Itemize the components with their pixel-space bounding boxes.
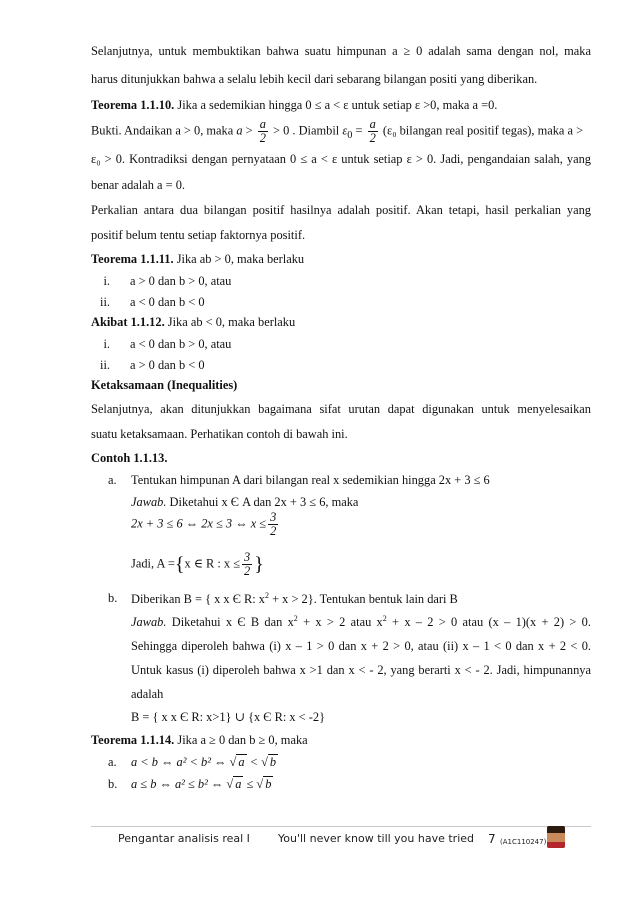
result-text: Jadi, A = bbox=[131, 556, 175, 571]
theorem-text: Jika a ≥ 0 dan b ≥ 0, maka bbox=[174, 733, 308, 747]
paragraph-line: Selanjutnya, untuk membuktikan bahwa suatu himpunan a ≥ 0 adalah sama dengan nol, maka bbox=[91, 44, 591, 58]
example-title: Contoh 1.1.13. bbox=[91, 451, 168, 465]
list-number: i. bbox=[103, 274, 110, 288]
jawab-label: Jawab. bbox=[131, 615, 167, 630]
theorem-text: Jika ab > 0, maka berlaku bbox=[173, 252, 305, 266]
list-text: a < 0 dan b < 0 bbox=[130, 295, 205, 309]
footer-rule bbox=[91, 826, 591, 827]
list-text: a > 0 dan b < 0 bbox=[130, 358, 205, 372]
list-text: a < 0 dan b > 0, atau bbox=[130, 337, 232, 351]
example-b bbox=[108, 591, 608, 607]
paragraph-line: positif belum tentu setiap faktornya positif. bbox=[91, 228, 306, 242]
section-title: Ketaksamaan (Inequalities) bbox=[91, 378, 238, 392]
author-photo-icon bbox=[547, 826, 565, 848]
superscript: 2 bbox=[265, 591, 269, 600]
example-a bbox=[108, 474, 608, 486]
paragraph-line: Selanjutnya, akan ditunjukkan bagaimana sifat urutan dapat digunakan untuk menyelesaikan bbox=[91, 402, 591, 416]
theorem-1-1-11 bbox=[91, 253, 591, 265]
paragraph-line: Perkalian antara dua bilangan positif hasilnya adalah positif. Akan tetapi, hasil perkalian yang bbox=[91, 203, 591, 217]
proof-text: (ε₀ bilangan real positif tegas), maka a > bbox=[379, 123, 584, 138]
fraction: $\frac{a}{2}$ bbox=[369, 117, 376, 146]
corollary-title: Akibat 1.1.12. bbox=[91, 315, 165, 329]
example-a-result: Jadi, A ={x ∈ R : x ≤ $\frac{3}{2}$ } bbox=[131, 550, 264, 579]
item-label: a. bbox=[108, 755, 117, 769]
theorem-text: Jika a sedemikian hingga 0 ≤ a < ε untuk setiap ε >0, maka a =0. bbox=[174, 98, 498, 112]
page-number: 7 bbox=[488, 832, 496, 846]
jawab-label: Jawab. bbox=[131, 495, 167, 509]
list-number: i. bbox=[103, 337, 110, 351]
theorem-title: Teorema 1.1.11. bbox=[91, 252, 174, 266]
theorem-item-a: a. a < b ⇔ a² < b² ⇔ √ a < √ b bbox=[108, 755, 277, 769]
footer-middle: You'll never know till you have tried bbox=[278, 832, 475, 845]
example-a-answer bbox=[131, 496, 631, 508]
footer-left: Pengantar analisis real I bbox=[118, 832, 250, 845]
proof-text: Bukti. Andaikan a > 0, maka bbox=[91, 123, 237, 138]
item-text: Tentukan himpunan A dari bilangan real x sedemikian hingga 2x + 3 ≤ 6 bbox=[131, 473, 490, 487]
example-a-equation bbox=[131, 511, 631, 538]
item-label: a. bbox=[108, 473, 117, 487]
equation-text: 2x + 3 ≤ 6 ⇔ 2x ≤ 3 ⇔ x ≤ bbox=[131, 516, 267, 531]
paragraph-line: suatu ketaksamaan. Perhatikan contoh di bawah ini. bbox=[91, 427, 348, 441]
example-b-line: Jawab. Diketahui x Є B dan $x^2 + x > 2$ atau $x^2 + x - 2 > 0$ atau (x – 1)(x + 2) > 0. bbox=[131, 614, 591, 630]
example-b-line: B = { x x Є R: x>1} ∪ {x Є R: x < -2} bbox=[131, 710, 326, 724]
theorem-item-b: b. a ≤ b ⇔ a² ≤ b² ⇔ √ a ≤ √ b bbox=[108, 777, 272, 791]
proof-line-2: ε₀ > 0. Kontradiksi dengan pernyataan 0 ≤ a < ε untuk setiap ε > 0. Jadi, pengandaian salah, yang bbox=[91, 152, 591, 166]
proof-line-1: Bukti. Andaikan a > 0, maka a > $\frac{a}{2}$ > 0 . Diambil $\varepsilon_0$ = $\frac{a}{2}$ (ε₀ bilangan real positif tegas), maka a > bbox=[91, 117, 584, 146]
set-expression: x ∈ R : x ≤ bbox=[184, 556, 240, 571]
corollary-text: Jika ab < 0, maka berlaku bbox=[164, 315, 296, 329]
proof-line-3: benar adalah a = 0. bbox=[91, 178, 186, 192]
paragraph-line: harus ditunjukkan bahwa a selalu lebih kecil dari sebarang bilangan positi yang diberikan. bbox=[91, 72, 538, 86]
item-label: b. bbox=[108, 591, 118, 605]
example-b-line: adalah bbox=[131, 687, 164, 701]
fraction: $\frac{3}{2}$ bbox=[244, 550, 251, 579]
theorem-1-1-10 bbox=[91, 99, 591, 111]
theorem-1-1-14 bbox=[91, 734, 591, 746]
theorem-title: Teorema 1.1.14. bbox=[91, 733, 175, 747]
epsilon: ε bbox=[342, 123, 348, 138]
item-text: + x > 2}. Tentukan bentuk lain dari B bbox=[269, 592, 458, 607]
proof-text: > 0 . Diambil bbox=[269, 123, 343, 138]
jawab-text: Diketahui x Є A dan 2x + 3 ≤ 6, maka bbox=[166, 495, 359, 509]
example-b-line: Sehingga diperoleh bahwa (i) x – 1 > 0 dan x + 2 > 0, atau (ii) x – 1 < 0 dan x + 2 < 0. bbox=[131, 639, 591, 653]
corollary-1-1-12 bbox=[91, 316, 591, 328]
epsilon-sub: 0 bbox=[347, 129, 353, 141]
item-label: b. bbox=[108, 777, 118, 791]
item-text: Diberikan B = { x x Є R: x bbox=[131, 592, 265, 607]
footer-code: (A1C110247) bbox=[500, 838, 547, 846]
list-number: ii. bbox=[100, 358, 110, 372]
example-b-line: Untuk kasus (i) diperoleh bahwa x >1 dan x < - 2, yang berarti x < - 2. Jadi, himpunannya bbox=[131, 663, 591, 677]
fraction: $\frac{3}{2}$ bbox=[270, 510, 277, 539]
fraction: $\frac{a}{2}$ bbox=[259, 117, 266, 146]
list-text: a > 0 dan b > 0, atau bbox=[130, 274, 232, 288]
theorem-title: Teorema 1.1.10. bbox=[91, 98, 175, 112]
list-number: ii. bbox=[100, 295, 110, 309]
